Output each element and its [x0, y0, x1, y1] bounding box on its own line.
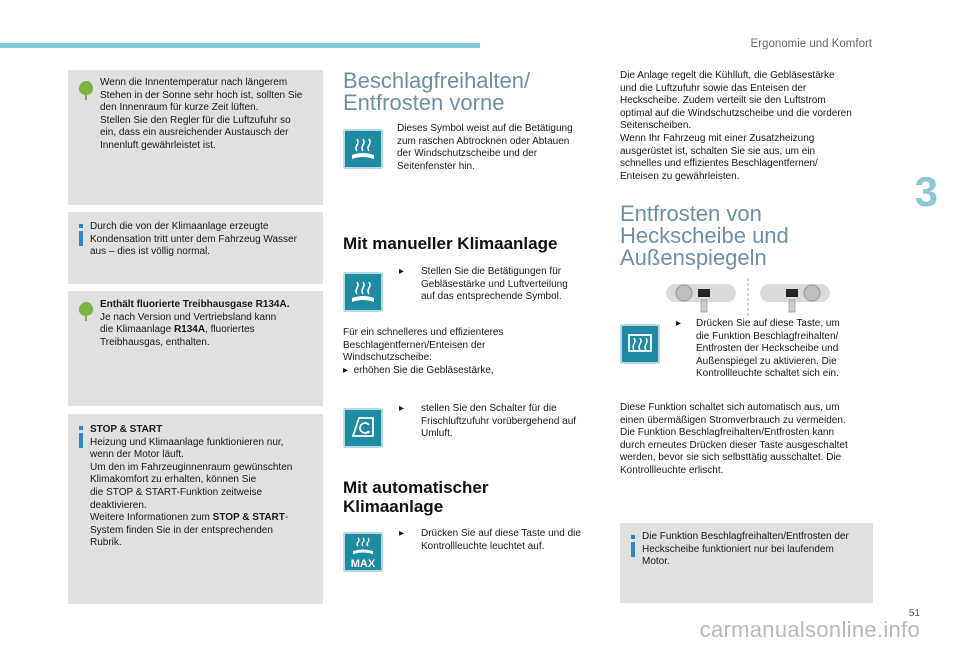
header-accent-bar [0, 43, 480, 48]
front-defrost-intro: Dieses Symbol weist auf die Betätigung zum raschen Abtrocknen oder Abtauen der Windschutzscheibe und der Seitenfenster hin. [397, 123, 573, 172]
windscreen-demist-icon [343, 129, 383, 169]
leaf-icon [77, 80, 95, 100]
auto-ac-heading: Mit automatischer Klimaanlage [343, 478, 489, 516]
info-icon [77, 224, 85, 246]
bullet-marker: ▸ [676, 318, 682, 329]
recirculation-icon [343, 408, 383, 448]
manual-ac-heading: Mit manueller Klimaanlage [343, 234, 558, 253]
bullet-marker: ▸ [399, 528, 405, 539]
rear-window-demist-icon [620, 324, 660, 364]
condensation-note-box [68, 212, 323, 284]
rear-defrost-heading: Entfrosten von Heckscheibe und Außenspiegeln [620, 201, 789, 270]
stop-start-note-text: STOP & START Heizung und Klimaanlage funktionieren nur, wenn der Motor läuft. Um den im Fahrzeuginnenraum gewünschten Klimakomfort zu erhalten, können Sie die STOP & START-Funktion zeitweise deaktivieren. Weitere Informationen zum STOP & START- System finden Sie in der entsprechenden Rubrik. [90, 424, 293, 549]
bullet-marker: ▸ [343, 364, 349, 376]
condensation-note-text: Durch die von der Klimaanlage erzeugte Kondensation tritt unter dem Fahrzeug Wasser aus – dies ist völlig normal. [90, 221, 297, 258]
auto-step-text: ▸ Drücken Sie auf diese Taste und die Kontrollleuchte leuchtet auf. [399, 528, 581, 552]
engine-running-note-box [620, 523, 873, 603]
bullet-marker: ▸ [399, 266, 405, 277]
rear-defrost-step-text: ▸ Drücken Sie auf diese Taste, um die Funktion Beschlagfreihalten/ Entfrosten der Heckscheibe und Außenspiegel zu aktivieren. Die Kontrollleuchte schaltet sich ein. [676, 318, 840, 380]
chapter-number: 3 [914, 168, 938, 215]
refrigerant-note-text: Enthält fluorierte Treibhausgase R134A. Je nach Version und Vertriebsland kann die Klimaanlage R134A, fluoriertes Treibhausgas, enthalten. [100, 299, 290, 348]
eco-note-text: Wenn die Innentemperatur nach längerem Stehen in der Sonne sehr hoch ist, sollten Sie den Innenraum für kurze Zeit lüften. Stellen Sie den Regler für die Luftzufuhr so ein, dass ein ausreichender Austausch der Innenluft gewährleistet ist. [100, 77, 303, 151]
windscreen-demist-icon [343, 272, 383, 312]
max-label: MAX [350, 558, 376, 570]
leaf-icon [77, 301, 95, 321]
info-icon [77, 426, 85, 448]
refrigerant-note-box [68, 291, 323, 406]
engine-running-note-text: Die Funktion Beschlagfreihalten/Entfrosten der Heckscheibe funktioniert nur bei laufendem Motor. [642, 531, 849, 568]
faster-defrost-text: Für ein schnelleres und effizienteres Beschlagentfernen/Enteisen der Windschutzscheibe: ▸ erhöhen Sie die Gebläsestärke, [343, 327, 504, 376]
recirculation-step-text: ▸ stellen Sie den Schalter für die Frischluftzufuhr vorübergehend auf Umluft. [399, 403, 577, 440]
max-defrost-icon [343, 532, 383, 572]
manual-step-text: ▸ Stellen Sie die Betätigungen für Gebläsestärke und Luftverteilung auf das entsprechende Symbol. [399, 266, 568, 303]
auto-system-intro: Die Anlage regelt die Kühlluft, die Gebläsestärke und die Luftzufuhr sowie das Enteisen der Heckscheibe. Zudem verteilt sie den Luftstrom optimal auf die Windschutzscheibe und die vorderen Seitenscheiben. Wenn Ihr Fahrzeug mit einer Zusatzheizung ausgerüstet ist, schalten Sie sie aus, um ein schnelles und effizientes Beschlagentfernen/ Enteisen zu gewährleisten. [620, 70, 852, 182]
bullet-marker: ▸ [399, 403, 405, 414]
eco-note-box [68, 70, 323, 205]
front-defrost-heading: Beschlagfreihalten/ Entfrosten vorne [343, 68, 531, 115]
page-number: 51 [908, 608, 920, 619]
section-title: Ergonomie und Komfort [750, 38, 872, 50]
watermark: carmanualsonline.info [699, 617, 920, 642]
rear-defrost-buttons-illustration [660, 276, 840, 320]
auto-off-text: Diese Funktion schaltet sich automatisch aus, um einen übermäßigen Stromverbrauch zu vermeiden. Die Funktion Beschlagfreihalten/Entfrosten kann durch erneutes Drücken dieser Taste ausgeschaltet werden, bevor sie sich selbsttätig ausschaltet. Die Kontrollleuchte erlischt. [620, 402, 848, 476]
stop-start-note-box [68, 414, 323, 604]
info-icon [629, 535, 637, 557]
